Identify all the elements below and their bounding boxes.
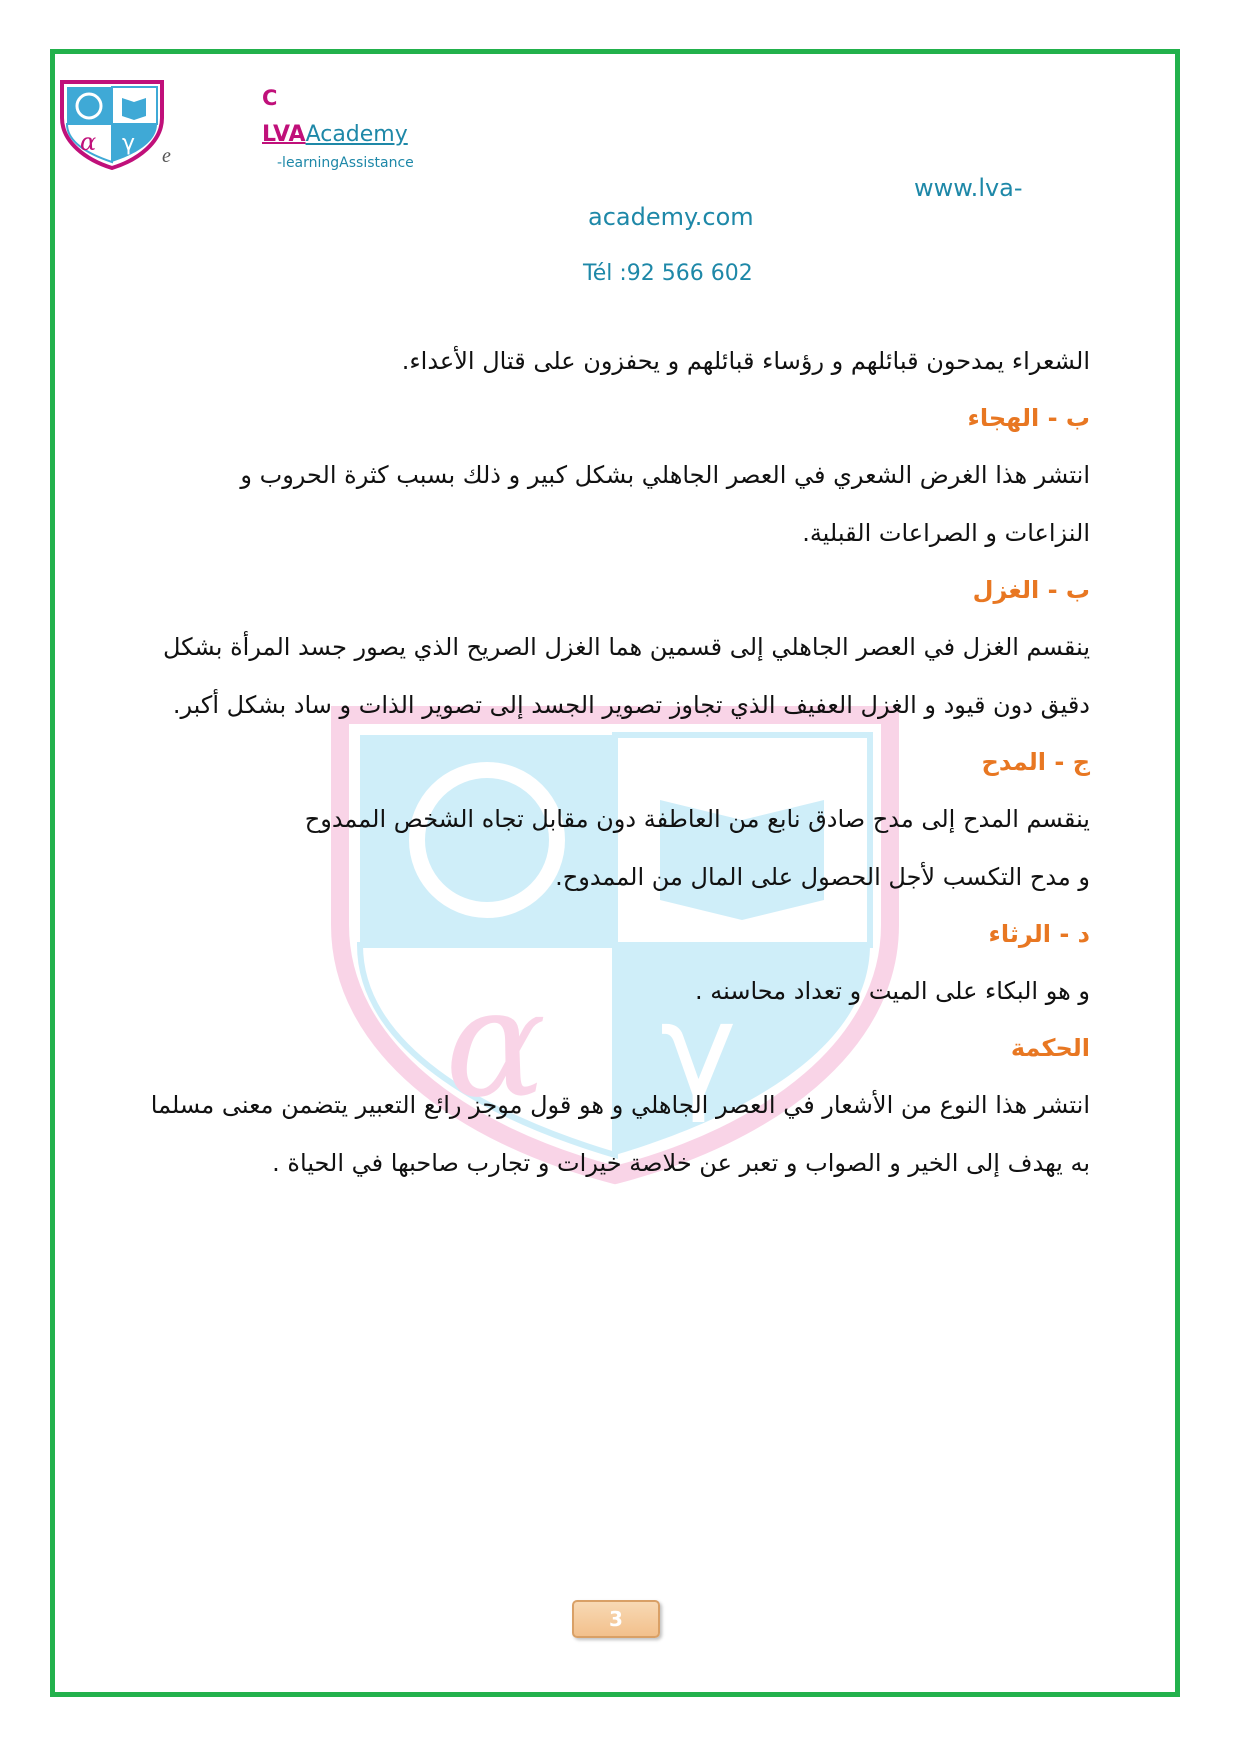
- website-domain: academy.com: [588, 203, 754, 231]
- brand-subtitle: -learningAssistance: [277, 155, 414, 171]
- telephone: Tél :92 566 602: [583, 261, 753, 286]
- paragraph-madh-2: و مدح التكسب لأجل الحصول على المال من الممدوح.: [555, 863, 1090, 891]
- svg-text:α: α: [80, 128, 97, 156]
- svg-text:γ: γ: [122, 131, 136, 156]
- paragraph-ritha: و هو البكاء على الميت و تعداد محاسنه .: [695, 977, 1090, 1005]
- academy-logo-icon: [58, 78, 166, 170]
- heading-ghazal: ب - الغزل: [972, 576, 1090, 604]
- heading-madh: ج - المدح: [981, 748, 1090, 776]
- page-number: 3: [572, 1600, 660, 1638]
- svg-text:γ: γ: [660, 974, 737, 1126]
- svg-text:α: α: [445, 957, 547, 1131]
- document-body: [150, 332, 1090, 1192]
- brand-name: [262, 122, 408, 147]
- brand-letter-c: C: [262, 86, 278, 110]
- heading-hija: ب - الهجاء: [967, 404, 1090, 432]
- paragraph-madh-1: ينقسم المدح إلى مدح صادق نابع من العاطفة دون مقابل تجاه الشخص الممدوح: [304, 805, 1090, 833]
- paragraph-hikma: انتشر هذا النوع من الأشعار في العصر الجاهلي و هو قول موجز رائع التعبير يتضمن معنى مسلما به يهدف إلى الخير و الصواب و تعبر عن خلاصة خيرات و تجارب صاحبها في الحياة .: [150, 1091, 1090, 1177]
- heading-ritha: د - الرثاء: [988, 920, 1090, 948]
- paragraph-hija: انتشر هذا الغرض الشعري في العصر الجاهلي بشكل كبير و ذلك بسبب كثرة الحروب و النزاعات و الصراعات القبلية.: [240, 461, 1090, 547]
- paragraph-intro: الشعراء يمدحون قبائلهم و رؤساء قبائلهم و يحفزون على قتال الأعداء.: [401, 347, 1090, 375]
- heading-hikma: الحكمة: [1010, 1034, 1090, 1062]
- paragraph-ghazal: ينقسم الغزل في العصر الجاهلي إلى قسمين هما الغزل الصريح الذي يصور جسد المرأة بشكل دقيق دون قيود و الغزل العفيف الذي تجاوز تصوير الجسد إلى تصوير الذات و ساد بشكل أكبر.: [162, 633, 1090, 719]
- brand-lva: LVA: [262, 122, 306, 147]
- brand-academy-link[interactable]: Academy: [305, 122, 408, 147]
- logo-letter-e: e: [162, 145, 171, 167]
- website-prefix: www.lva-: [914, 174, 1023, 202]
